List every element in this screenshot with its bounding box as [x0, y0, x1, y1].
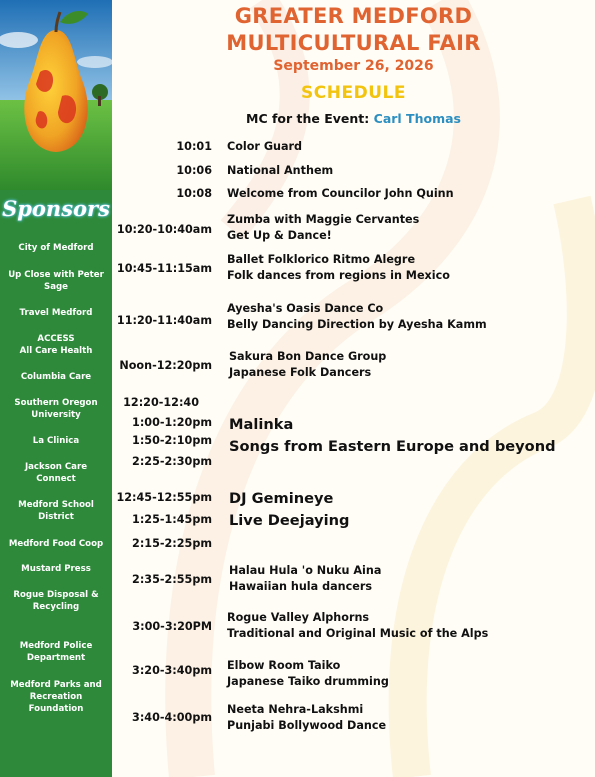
- act-welcome-councilor: [227, 186, 454, 202]
- sponsor-medford-school-district: [2, 499, 110, 523]
- act-line: Ballet Folklorico Ritmo Alegre: [227, 253, 416, 266]
- sponsor-mustard-press: [2, 563, 110, 575]
- sponsor-line: University: [31, 410, 81, 420]
- sponsor-line: Recycling: [32, 602, 80, 612]
- time-slot: 11:20-11:40am: [116, 314, 212, 327]
- sponsor-medford-parks-recreation: [2, 679, 110, 715]
- time-slot: 10:45-11:15am: [116, 262, 212, 275]
- sponsor-access-all-care: [2, 333, 110, 357]
- sponsor-rogue-disposal: [2, 589, 110, 613]
- sponsor-line: Mustard Press: [21, 564, 91, 574]
- time-slot: 10:01: [176, 140, 212, 153]
- act-line: Elbow Room Taiko: [227, 659, 341, 672]
- act-zumba: [227, 212, 419, 244]
- act-line: Japanese Taiko drumming: [227, 675, 389, 688]
- sponsor-medford-food-coop: [2, 538, 110, 550]
- act-line: Live Deejaying: [229, 512, 350, 529]
- pear-globe-image: [0, 0, 112, 190]
- act-dj-gemineye: [229, 488, 349, 532]
- sponsor-line: Travel Medford: [19, 308, 93, 318]
- mc-line: [112, 111, 595, 126]
- sponsor-line: Columbia Care: [20, 372, 92, 382]
- sponsor-line: City of Medford: [18, 243, 94, 253]
- time-slot: 12:20-12:40: [123, 396, 199, 409]
- act-line: Folk dances from regions in Mexico: [227, 269, 450, 282]
- sponsor-travel-medford: [2, 307, 110, 319]
- act-elbow-room-taiko: [227, 658, 389, 690]
- event-title-line1: GREATER MEDFORD: [234, 4, 473, 28]
- time-slot: 3:00-3:20PM: [132, 620, 212, 633]
- act-sakura-bon: [229, 349, 386, 381]
- time-slot: 10:20-10:40am: [116, 223, 212, 236]
- sponsor-line: Jackson Care: [24, 462, 88, 472]
- act-line: Japanese Folk Dancers: [229, 366, 372, 379]
- act-line: Hawaiian hula dancers: [229, 580, 373, 593]
- sponsor-line: Medford Police: [19, 641, 93, 651]
- sponsor-line: Up Close with Peter: [8, 270, 104, 280]
- mc-name: Carl Thomas: [373, 111, 461, 126]
- sponsor-line: Recreation: [29, 692, 83, 702]
- act-malinka: [229, 414, 556, 458]
- act-halau-hula: [229, 563, 381, 595]
- sponsor-jackson-care-connect: [2, 461, 110, 485]
- sponsor-line: Foundation: [28, 704, 84, 714]
- act-line: Malinka: [229, 416, 294, 433]
- act-line: Ayesha's Oasis Dance Co: [227, 302, 384, 315]
- sponsor-line: ACCESS: [37, 334, 75, 344]
- sponsor-line: Department: [26, 653, 86, 663]
- time-slot: 1:50-2:10pm: [132, 434, 212, 447]
- act-line: Songs from Eastern Europe and beyond: [229, 438, 556, 455]
- schedule-heading: [112, 83, 595, 103]
- sponsor-la-clinica: [2, 435, 110, 447]
- act-line: Belly Dancing Direction by Ayesha Kamm: [227, 318, 487, 331]
- sponsor-line: Rogue Disposal &: [13, 590, 99, 600]
- act-rogue-valley-alphorns: [227, 610, 488, 642]
- act-line: Color Guard: [227, 140, 303, 153]
- sponsor-line: La Clinica: [32, 436, 80, 446]
- sponsors-title: Sponsors: [2, 196, 110, 221]
- time-slot: 10:06: [176, 164, 212, 177]
- time-slot: 2:15-2:25pm: [132, 537, 212, 550]
- act-line: Welcome from Councilor John Quinn: [227, 187, 454, 200]
- sponsor-line: Southern Oregon: [14, 398, 98, 408]
- sponsor-city-of-medford: [2, 242, 110, 254]
- act-line: National Anthem: [227, 164, 334, 177]
- act-line: Traditional and Original Music of the Alps: [227, 627, 489, 640]
- act-ayeshas-oasis: [227, 301, 487, 333]
- sponsor-up-close-peter-sage: [2, 269, 110, 293]
- act-line: Rogue Valley Alphorns: [227, 611, 370, 624]
- time-slot: 12:45-12:55pm: [116, 491, 212, 504]
- time-slot: 1:25-1:45pm: [132, 513, 212, 526]
- event-date: September 26, 2026: [273, 58, 434, 74]
- sponsor-line: District: [38, 512, 74, 522]
- time-slot: 1:00-1:20pm: [132, 416, 212, 429]
- sponsor-line: Medford Parks and: [10, 680, 102, 690]
- sponsor-line: Medford Food Coop: [8, 539, 104, 549]
- act-line: Neeta Nehra-Lakshmi: [227, 703, 364, 716]
- sponsor-line: Connect: [36, 474, 76, 484]
- act-line: Halau Hula 'o Nuku Aina: [229, 564, 382, 577]
- schedule-heading-text: SCHEDULE: [301, 83, 406, 103]
- sponsor-medford-police: [2, 640, 110, 664]
- event-title-line2: MULTICULTURAL FAIR: [226, 31, 481, 55]
- time-slot: 2:35-2:55pm: [132, 573, 212, 586]
- time-slot: 3:20-3:40pm: [132, 664, 212, 677]
- act-line: Sakura Bon Dance Group: [229, 350, 387, 363]
- time-slot: 3:40-4:00pm: [132, 711, 212, 724]
- act-line: Zumba with Maggie Cervantes: [227, 213, 420, 226]
- time-slot: Noon-12:20pm: [119, 359, 212, 372]
- sponsors-sidebar: [0, 0, 112, 777]
- sponsor-line: All Care Health: [19, 346, 93, 356]
- mc-label: MC for the Event:: [246, 111, 370, 126]
- time-slot: 10:08: [176, 187, 212, 200]
- act-color-guard: [227, 139, 302, 155]
- act-line: Punjabi Bollywood Dance: [227, 719, 387, 732]
- sponsor-columbia-care: [2, 371, 110, 383]
- sponsor-line: Sage: [44, 282, 68, 292]
- time-slot: 2:25-2:30pm: [132, 455, 212, 468]
- sponsor-line: Medford School: [18, 500, 94, 510]
- act-neeta-nehra-lakshmi: [227, 702, 386, 734]
- act-line: DJ Gemineye: [229, 490, 334, 507]
- act-line: Get Up & Dance!: [227, 229, 332, 242]
- act-ballet-folklorico: [227, 252, 450, 284]
- act-national-anthem: [227, 163, 333, 179]
